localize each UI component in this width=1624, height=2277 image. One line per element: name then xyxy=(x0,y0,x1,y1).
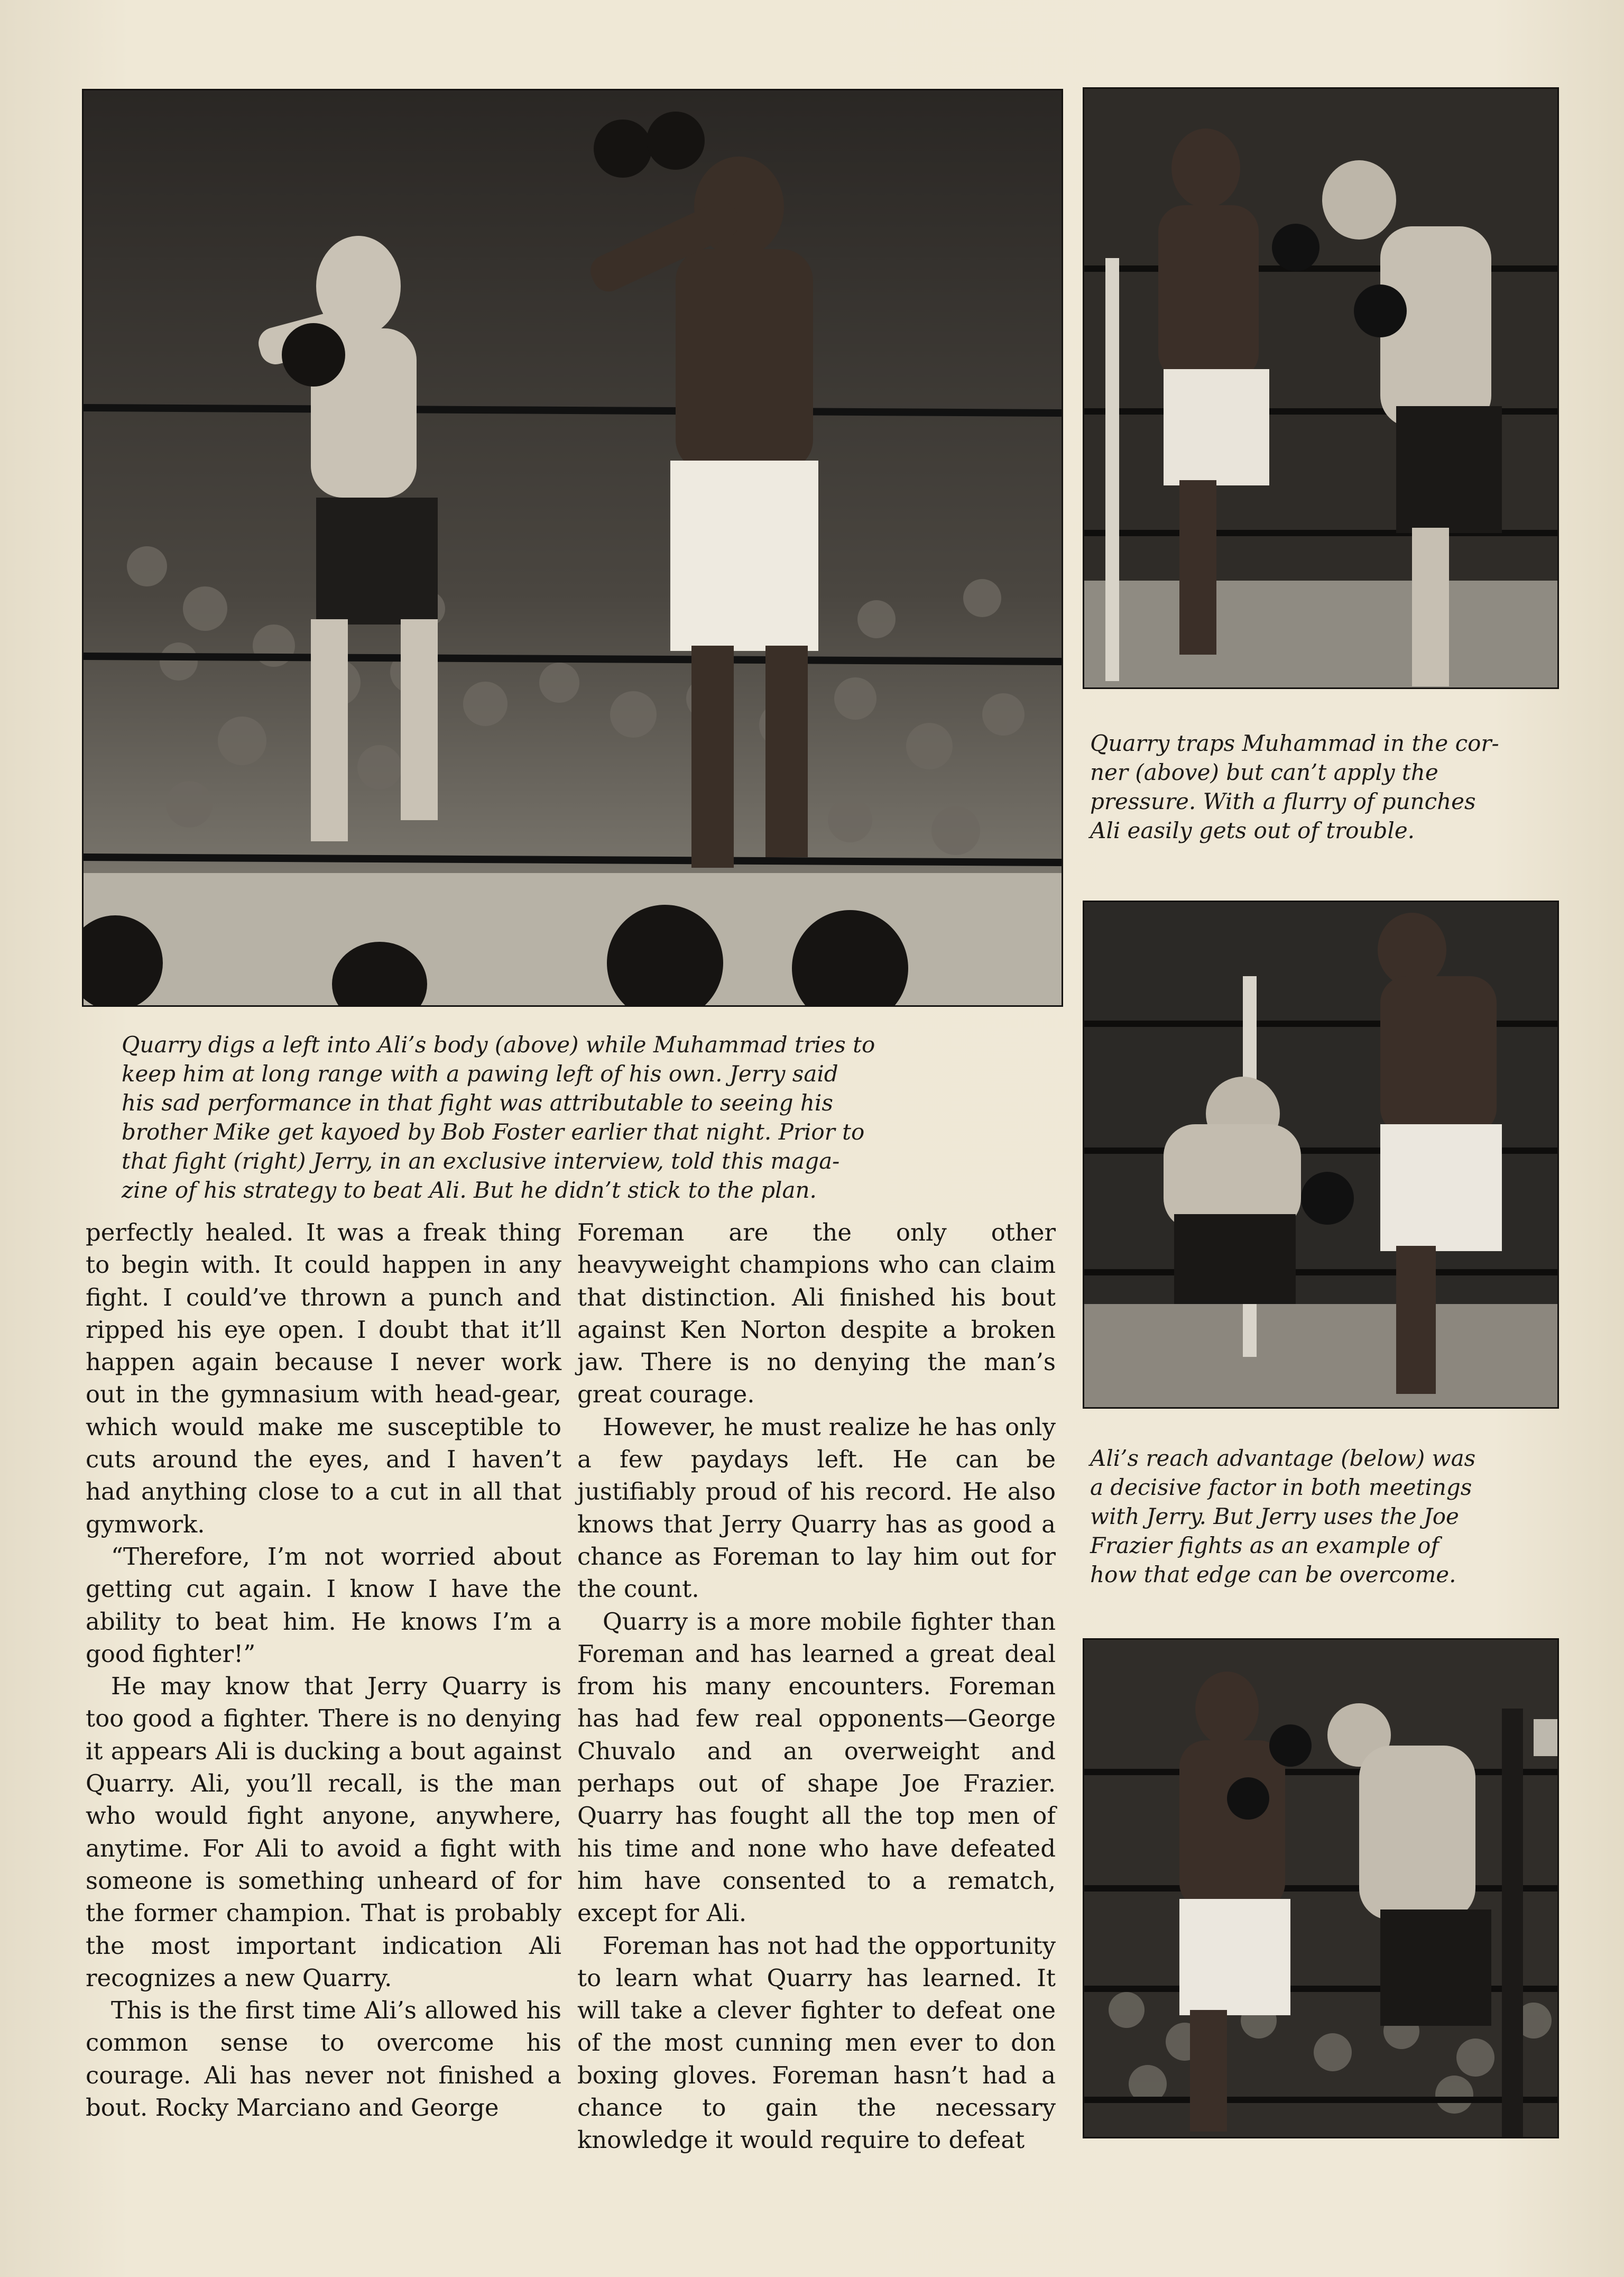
caption-line: Quarry traps Muhammad in the cor- xyxy=(1090,730,1499,756)
top-right-photo-caption xyxy=(1090,729,1582,845)
paragraph: He may know that Jerry Quarry is too good a fighter. There is no denying it appears Ali is ducking a bout against Quarry. Ali, you’ll recall, is the man who would fight anyone, anywhere, anytime. For Ali to avoid a fight with someone is something unheard of for the former champion. That is probably the most important indication Ali recognizes a new Quarry. xyxy=(86,1672,561,1992)
mid-right-fight-photo xyxy=(1083,901,1559,1409)
article-column-2 xyxy=(577,1216,1056,2156)
caption-line: a decisive factor in both meetings xyxy=(1090,1474,1472,1500)
paragraph: However, he must realize he has only a few paydays left. He can be justifiably proud of his record. He also knows that Jerry Quarry has as good a chance as Foreman to lay him out for the count. xyxy=(577,1412,1056,1603)
caption-line: Ali easily gets out of trouble. xyxy=(1090,818,1415,843)
paragraph: “Therefore, I’m not worried about getting cut again. I know I have the ability to beat him. He knows I’m a good fighter!” xyxy=(86,1542,561,1668)
caption-line: Ali’s reach advantage (below) was xyxy=(1090,1445,1476,1471)
caption-line: brother Mike get kayoed by Bob Foster earlier that night. Prior to xyxy=(122,1119,865,1145)
caption-line: Quarry digs a left into Ali’s body (above) while Muhammad tries to xyxy=(122,1032,875,1058)
paragraph: perfectly healed. It was a freak thing to begin with. It could happen in any fight. I could’ve thrown a punch and ripped his eye open. I doubt that it’ll happen again because I never work out in the gymnasium with head-gear, which would make me susceptible to cuts around the eyes, and I haven’t had anything close to a cut in all that gymwork. xyxy=(86,1218,561,1538)
caption-line: that fight (right) Jerry, in an exclusive interview, told this maga- xyxy=(122,1148,840,1174)
paragraph: Foreman has not had the opportunity to learn what Quarry has learned. It will take a clever fighter to defeat one of the most cunning men ever to don boxing gloves. Foreman hasn’t had a chance to gain the necessary knowledge it would require to defeat xyxy=(577,1931,1056,2154)
boxing-ring-photo-icon xyxy=(1084,1640,1557,2137)
paragraph: Quarry is a more mobile fighter than Foreman and has learned a great deal from his many encounters. Foreman has had few real opponents—George Chuvalo and an overweight and perhaps out of shape Joe Frazier. Quarry has fought all the top men of his time and none who have defeated him have consented to a rematch, except for Ali. xyxy=(577,1607,1056,1927)
caption-line: ner (above) but can’t apply the xyxy=(1090,759,1438,785)
caption-line: with Jerry. But Jerry uses the Joe xyxy=(1090,1503,1459,1529)
top-right-fight-photo xyxy=(1083,87,1559,689)
article-column-1 xyxy=(86,1216,561,2124)
caption-line: pressure. With a flurry of punches xyxy=(1090,788,1476,814)
caption-line: keep him at long range with a pawing left of his own. Jerry said xyxy=(122,1061,838,1087)
main-photo-caption xyxy=(122,1030,1047,1205)
caption-line: his sad performance in that fight was attributable to seeing his xyxy=(122,1090,833,1116)
caption-line: Frazier fights as an example of xyxy=(1090,1532,1439,1558)
boxing-ring-photo-icon xyxy=(84,90,1062,1005)
boxing-ring-photo-icon xyxy=(1084,902,1557,1407)
bottom-right-fight-photo xyxy=(1083,1638,1559,2138)
paragraph: Foreman are the only other heavyweight champions who can claim that distinction. Ali finished his bout against Ken Norton despite a broken jaw. There is no denying the man’s great courage. xyxy=(577,1218,1056,1409)
boxing-ring-photo-icon xyxy=(1084,89,1557,687)
caption-line: zine of his strategy to beat Ali. But he didn’t stick to the plan. xyxy=(122,1177,817,1203)
main-fight-photo xyxy=(82,89,1063,1007)
paragraph: This is the first time Ali’s allowed his common sense to overcome his courage. Ali has never not finished a bout. Rocky Marciano and George xyxy=(86,1996,561,2122)
caption-line: how that edge can be overcome. xyxy=(1090,1562,1456,1587)
mid-right-photo-caption xyxy=(1090,1444,1582,1589)
